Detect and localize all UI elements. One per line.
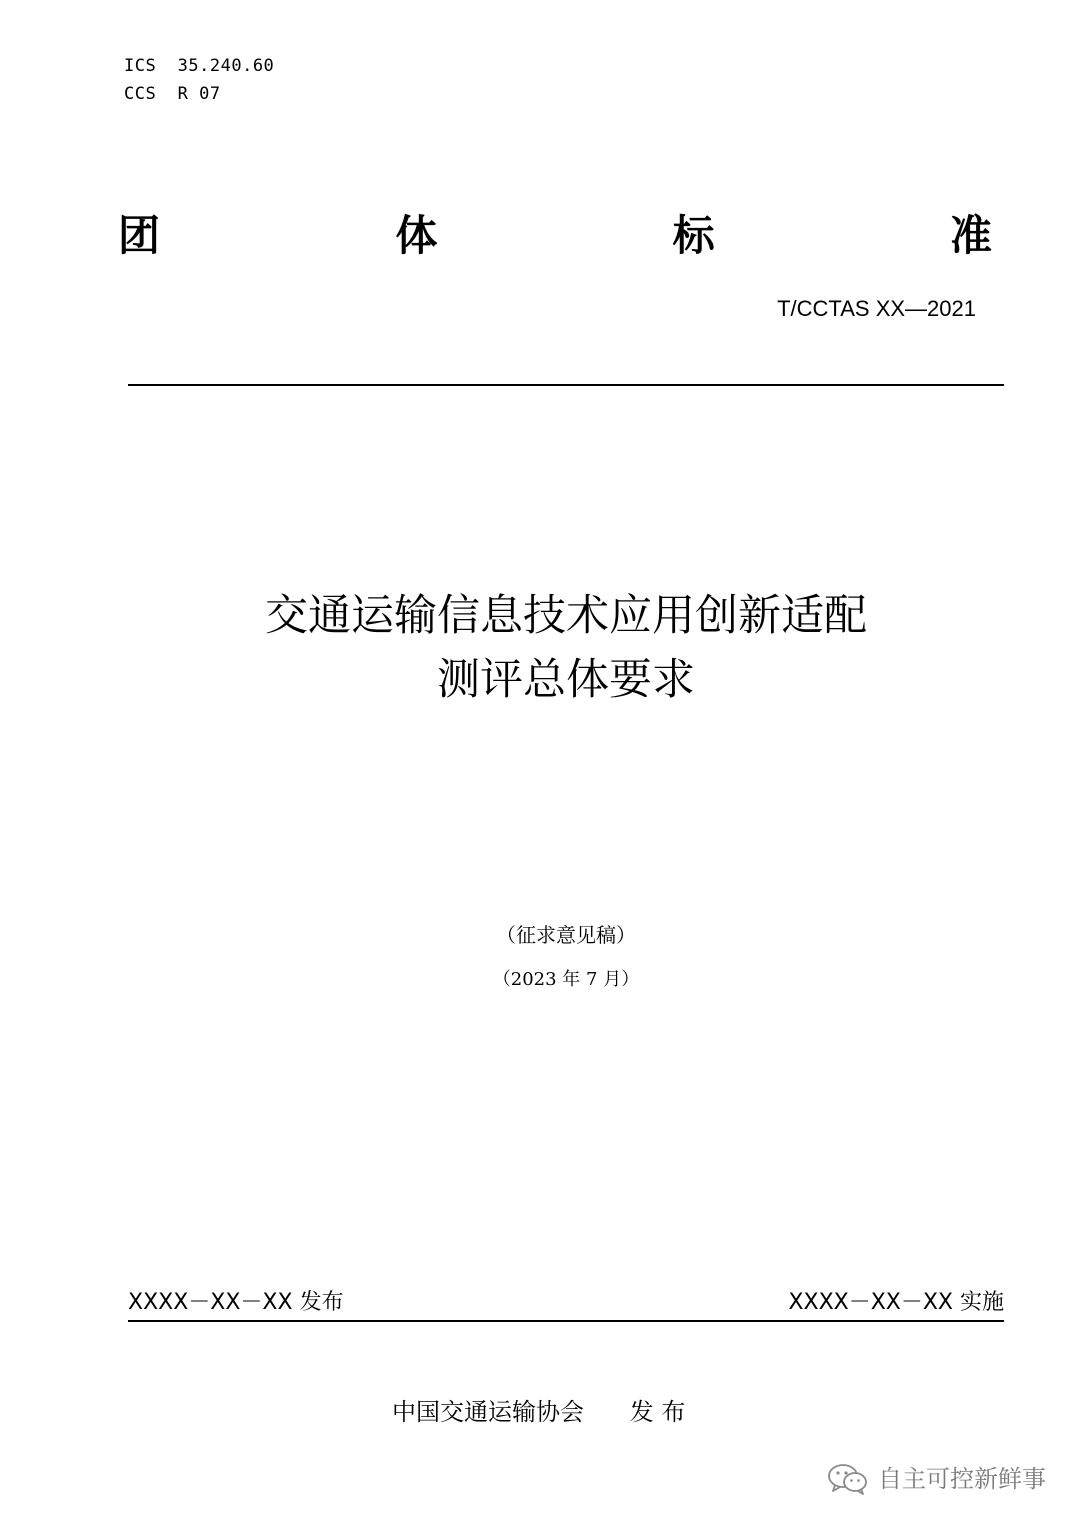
draft-date: （2023 年 7 月）: [492, 969, 640, 990]
issue-date: XXXX－XX－XX 发布: [128, 1290, 344, 1315]
ics-code: ICS 35.240.60: [124, 56, 275, 76]
standard-type-char: 团: [118, 211, 161, 260]
classification-codes: [124, 52, 274, 108]
document-title-line-2: 测评总体要求: [437, 655, 695, 705]
wechat-icon: [826, 1462, 870, 1496]
standard-type-heading: [118, 208, 992, 264]
standard-type-char: 准: [949, 211, 992, 260]
watermark-text: 自主可控新鲜事: [878, 1465, 1046, 1493]
top-divider: [128, 384, 1004, 386]
standard-type-char: 体: [395, 211, 438, 260]
watermark: [826, 1462, 1046, 1496]
ccs-code: CCS R 07: [124, 84, 221, 104]
publisher: 中国交通运输协会 发 布: [392, 1398, 686, 1426]
draft-status: （征求意见稿）: [496, 923, 636, 947]
document-title-line-1: 交通运输信息技术应用创新适配: [265, 591, 867, 641]
standard-type-char: 标: [672, 211, 715, 260]
implementation-date: XXXX－XX－XX 实施: [788, 1290, 1004, 1315]
standard-number: T/CCTAS XX—2021: [777, 296, 976, 321]
bottom-divider: [128, 1320, 1004, 1322]
